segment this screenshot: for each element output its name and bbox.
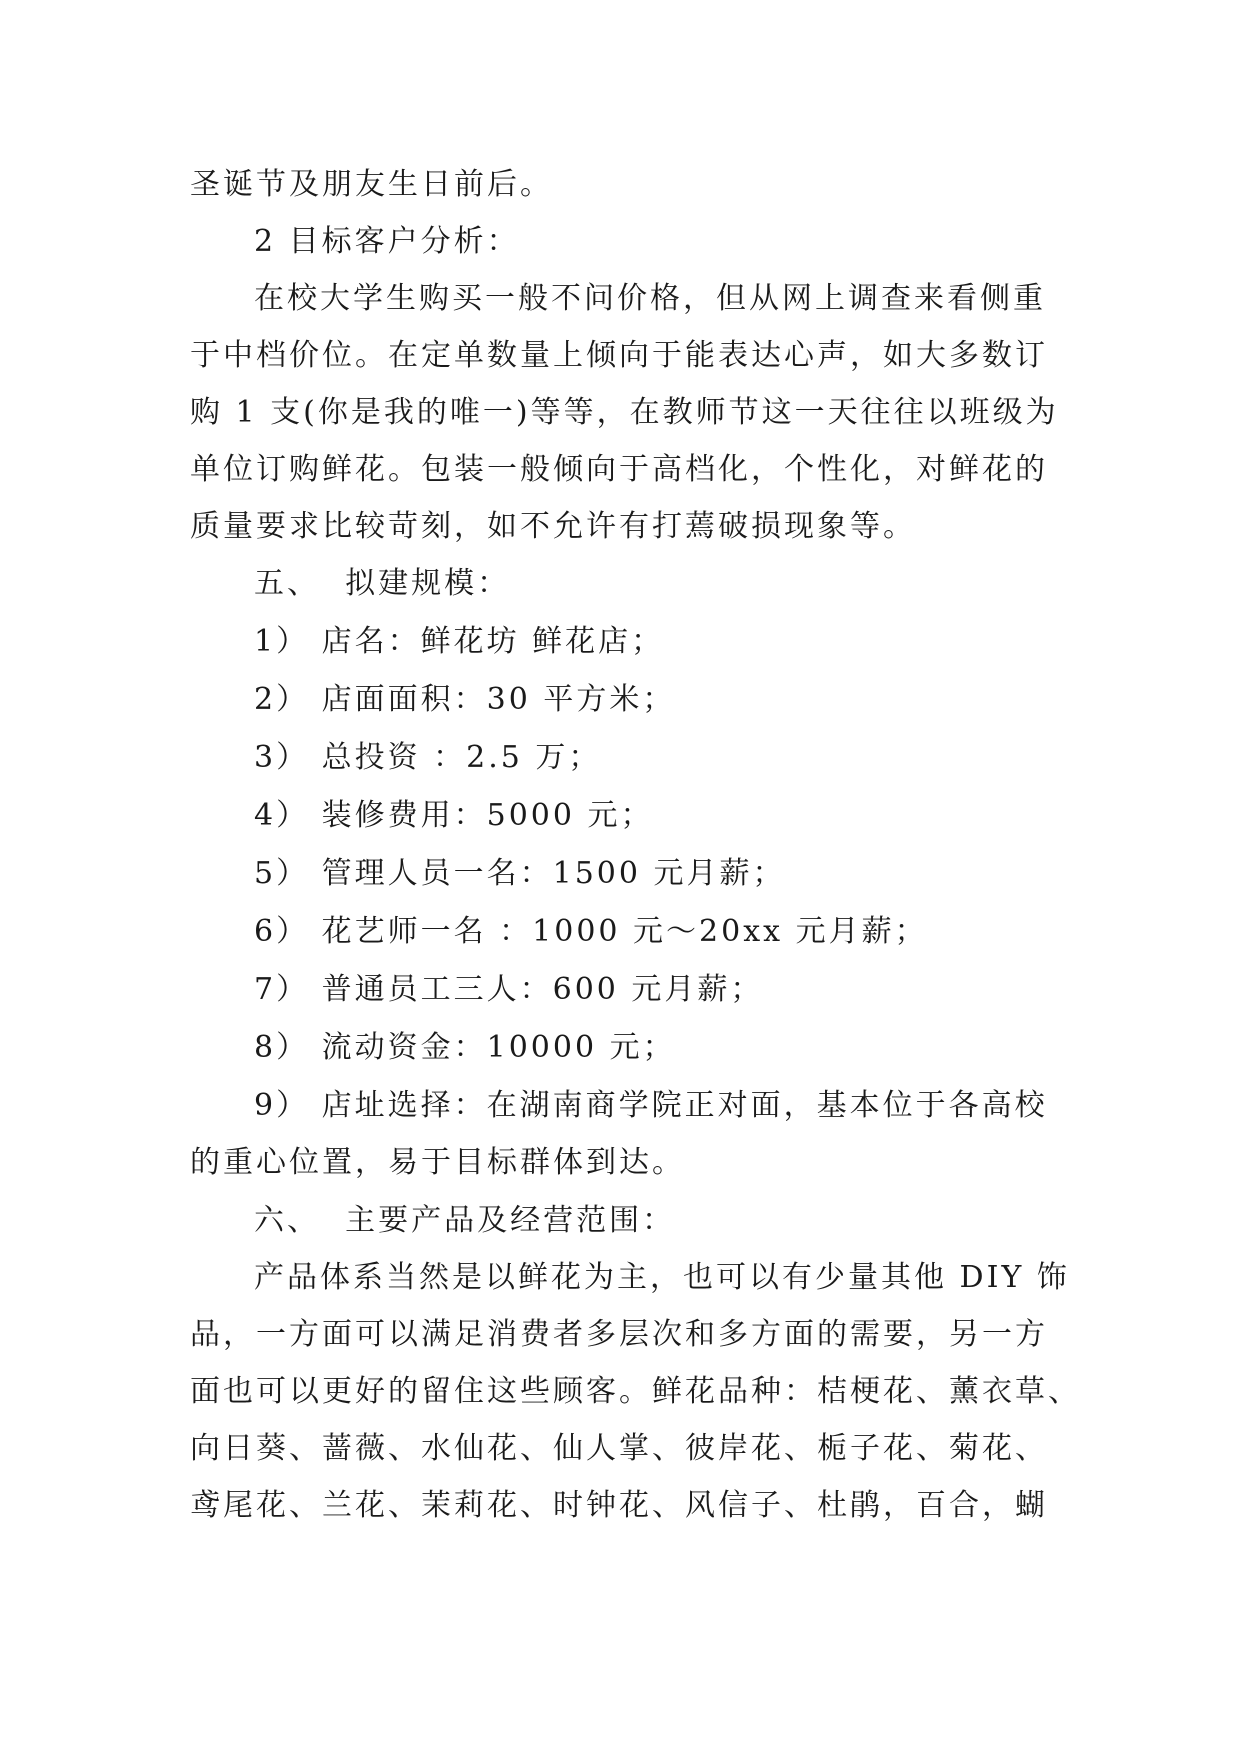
list-item: 6） 花艺师一名 ：1000 元～20xx 元月薪； [254, 914, 928, 949]
section-heading: 五、 拟建规模： [254, 566, 511, 601]
text-line: 鸢尾花、兰花、茉莉花、时钟花、风信子、杜鹃，百合，蝴 [190, 1488, 1048, 1523]
text-line: 质量要求比较苛刻，如不允许有打蔫破损现象等。 [190, 509, 916, 544]
text-line: 的重心位置，易于目标群体到达。 [190, 1145, 685, 1180]
list-item: 8） 流动资金：10000 元； [254, 1030, 676, 1065]
list-item: 1） 店名：鲜花坊 鲜花店； [254, 624, 665, 659]
section-heading: 2 目标客户分析： [254, 224, 520, 259]
list-item: 7） 普通员工三人：600 元月薪； [254, 972, 764, 1007]
text-line: 品，一方面可以满足消费者多层次和多方面的需要，另一方 [190, 1317, 1048, 1352]
list-item: 5） 管理人员一名：1500 元月薪； [254, 856, 786, 891]
text-line: 于中档价位。在定单数量上倾向于能表达心声，如大多数订 [190, 338, 1048, 373]
text-line: 购 1 支(你是我的唯一)等等，在教师节这一天往往以班级为 [190, 395, 1059, 430]
text-line: 在校大学生购买一般不问价格，但从网上调查来看侧重 [254, 281, 1046, 316]
text-line: 单位订购鲜花。包装一般倾向于高档化，个性化，对鲜花的 [190, 452, 1048, 487]
list-item: 2） 店面面积：30 平方米； [254, 682, 676, 717]
text-line: 圣诞节及朋友生日前后。 [190, 167, 553, 202]
list-item: 4） 装修费用：5000 元； [254, 798, 654, 833]
list-item: 9） 店址选择：在湖南商学院正对面，基本位于各高校 [254, 1088, 1048, 1123]
text-line: 面也可以更好的留住这些顾客。鲜花品种：桔梗花、薰衣草、 [190, 1374, 1081, 1409]
section-heading: 六、 主要产品及经营范围： [254, 1203, 676, 1238]
text-line: 产品体系当然是以鲜花为主，也可以有少量其他 DIY 饰 [254, 1260, 1070, 1295]
list-item: 3） 总投资 ：2.5 万； [254, 740, 602, 775]
text-line: 向日葵、蔷薇、水仙花、仙人掌、彼岸花、栀子花、菊花、 [190, 1431, 1048, 1466]
